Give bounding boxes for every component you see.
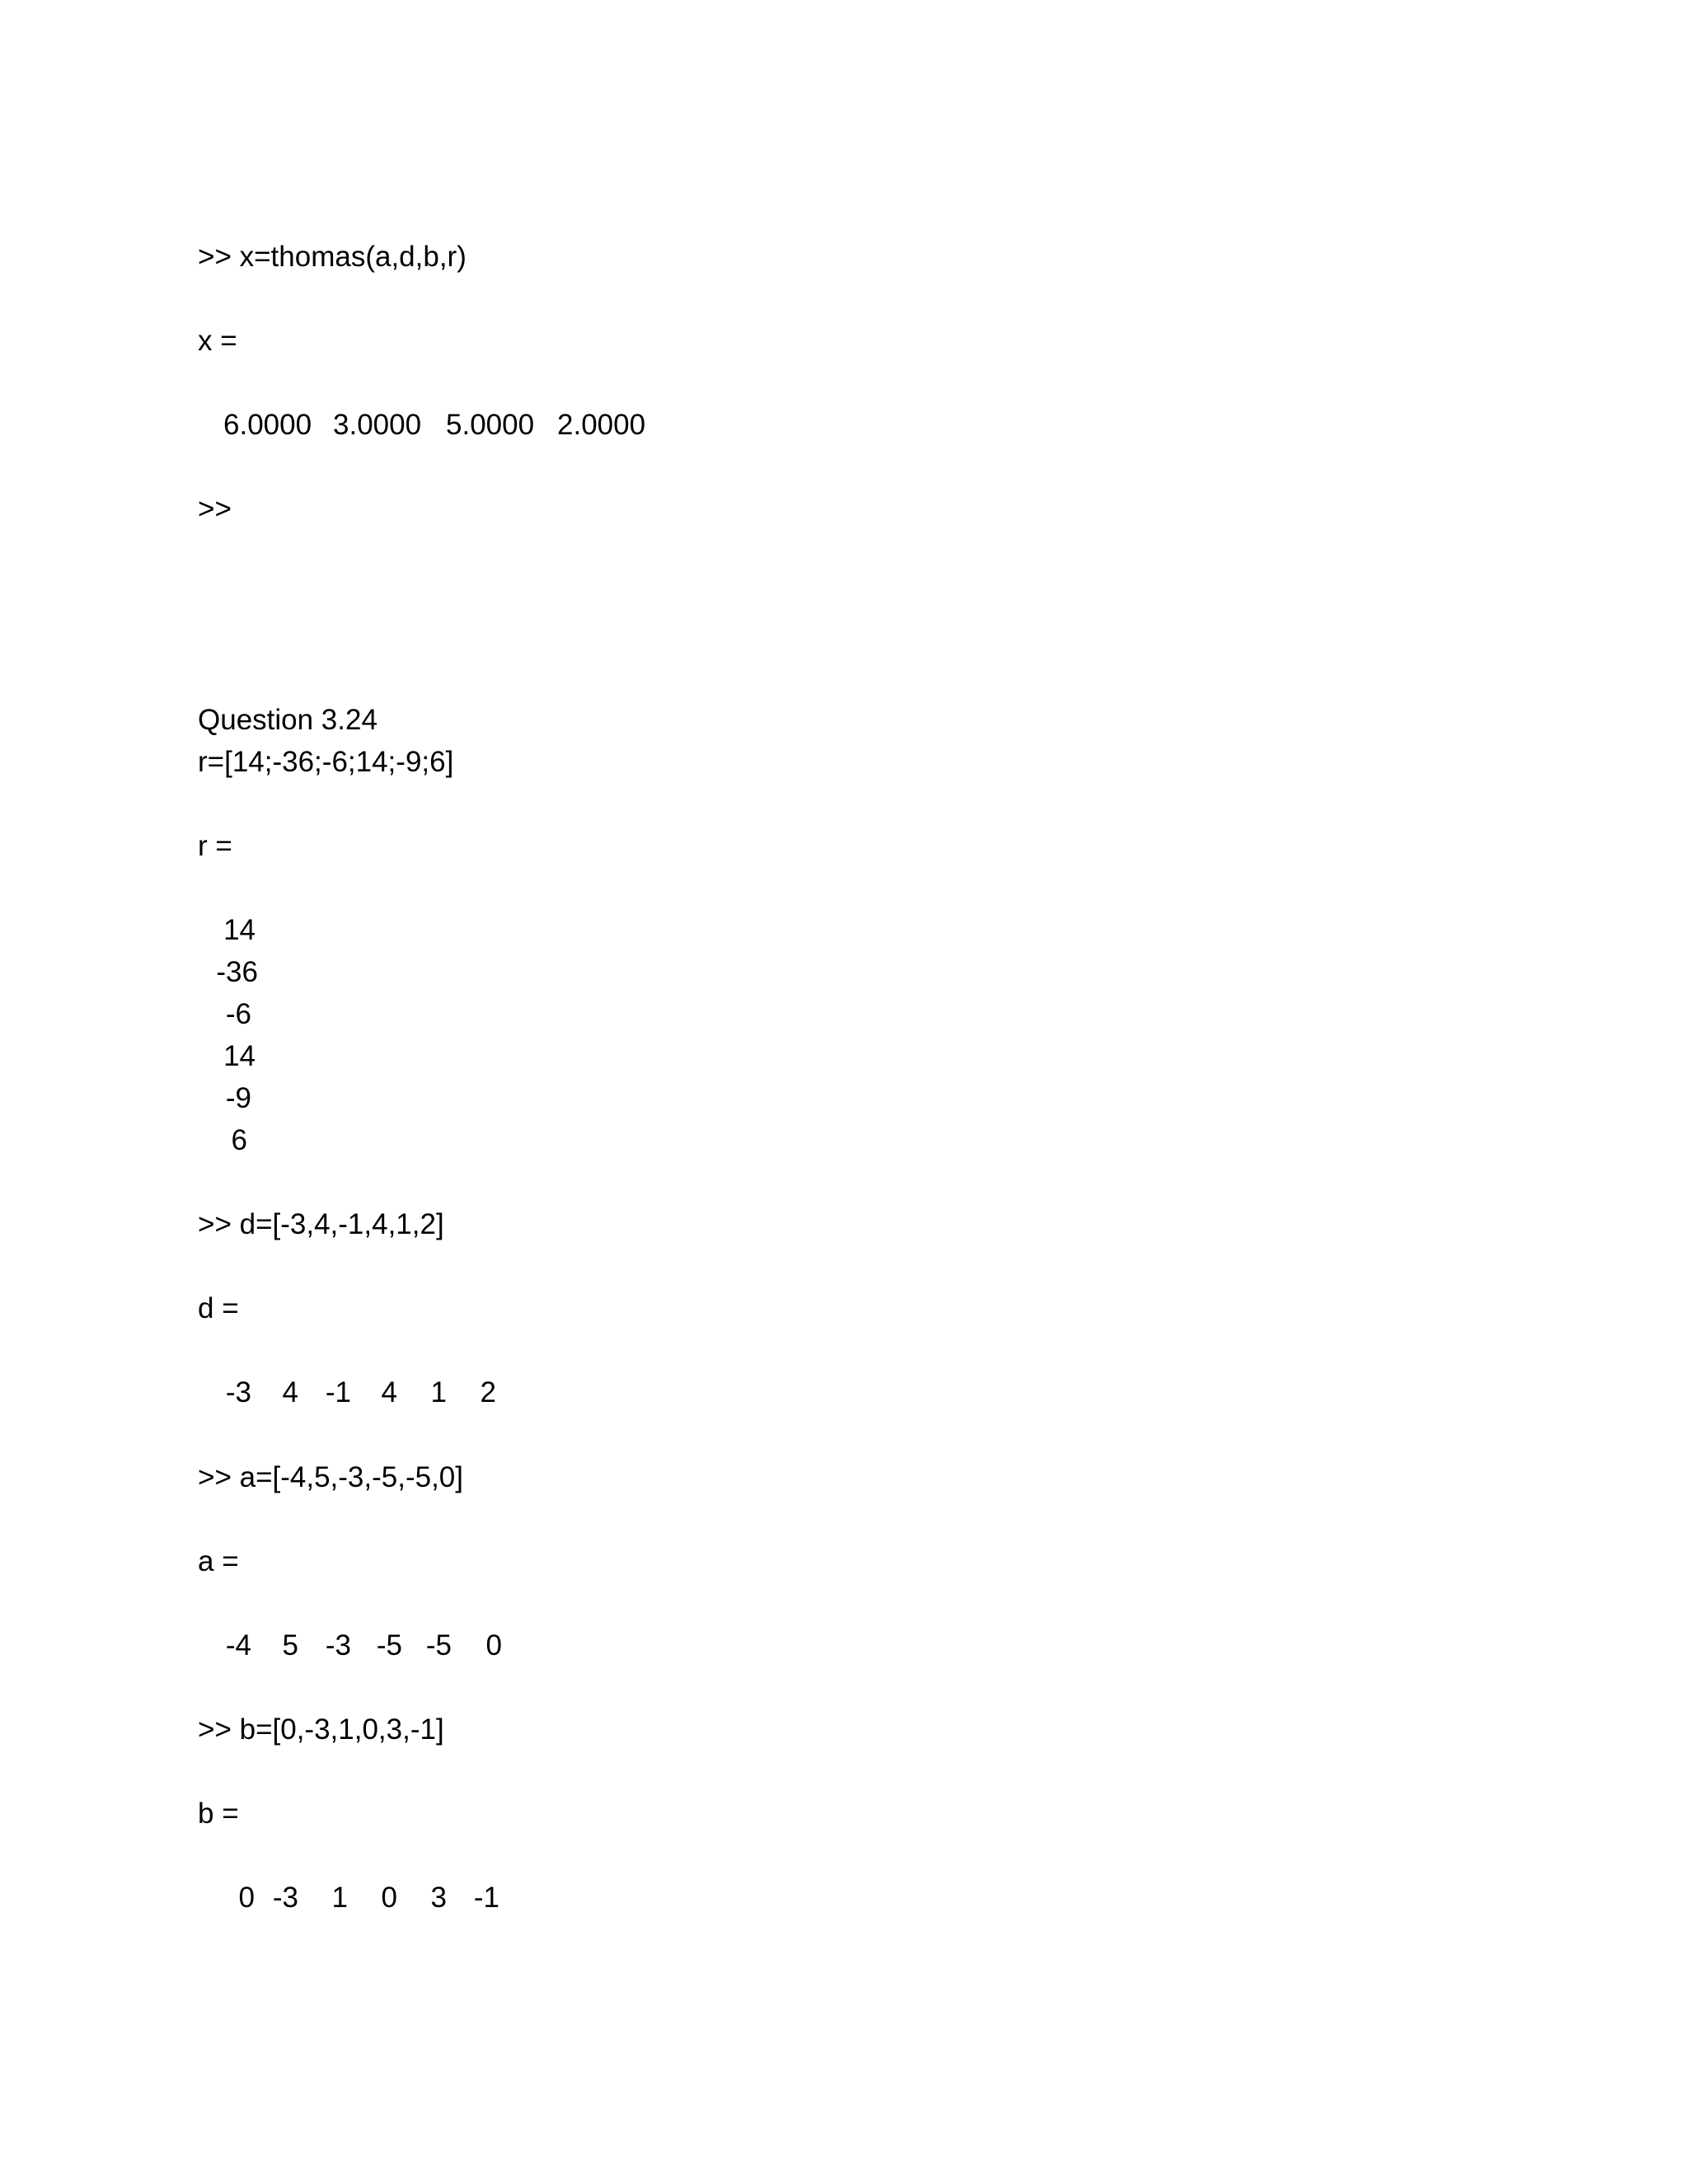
question-title: Question 3.24 (198, 704, 377, 736)
d-command: >> d=[-3,4,-1,4,1,2] (198, 1208, 444, 1240)
x-value-3: 5.0000 (446, 409, 535, 441)
r-command: r=[14;-36;-6;14;-9;6] (198, 746, 454, 778)
b-value-1: 0 (238, 1882, 255, 1914)
d-value-3: -1 (325, 1376, 351, 1408)
r-value-1: 14 (223, 914, 256, 946)
d-value-6: 2 (480, 1376, 496, 1408)
x-value-4: 2.0000 (557, 409, 646, 441)
d-value-1: -3 (225, 1376, 251, 1408)
d-result-row (0, 1376, 1688, 1409)
a-value-3: -3 (325, 1629, 351, 1661)
x-result-row (0, 409, 1688, 442)
d-value-4: 4 (381, 1376, 397, 1408)
a-result-row (0, 1629, 1688, 1662)
r-value-5: -9 (225, 1082, 251, 1114)
b-value-6: -1 (473, 1882, 499, 1914)
r-value-4: 14 (223, 1040, 256, 1072)
b-value-4: 0 (381, 1882, 397, 1914)
x-value-2: 3.0000 (333, 409, 422, 441)
r-value-6: 6 (231, 1124, 247, 1156)
a-value-4: -5 (376, 1629, 402, 1661)
a-value-1: -4 (225, 1629, 251, 1661)
x-value-1: 6.0000 (223, 409, 312, 441)
d-label: d = (198, 1292, 239, 1324)
b-label: b = (198, 1797, 239, 1830)
b-value-2: -3 (272, 1882, 298, 1914)
a-value-6: 0 (485, 1629, 502, 1661)
thomas-command: >> x=thomas(a,d,b,r) (198, 241, 467, 273)
r-value-2: -36 (216, 956, 258, 988)
a-label: a = (198, 1545, 239, 1577)
r-label: r = (198, 830, 232, 862)
r-value-3: -6 (225, 998, 251, 1030)
b-value-5: 3 (430, 1882, 447, 1914)
x-result-label: x = (198, 325, 237, 357)
a-command: >> a=[-4,5,-3,-5,-5,0] (198, 1461, 463, 1493)
a-value-2: 5 (282, 1629, 298, 1661)
command-prompt: >> (198, 493, 232, 525)
d-value-2: 4 (282, 1376, 298, 1408)
a-value-5: -5 (425, 1629, 452, 1661)
b-command: >> b=[0,-3,1,0,3,-1] (198, 1713, 444, 1746)
d-value-5: 1 (430, 1376, 447, 1408)
b-value-3: 1 (331, 1882, 348, 1914)
b-result-row (0, 1882, 1688, 1915)
